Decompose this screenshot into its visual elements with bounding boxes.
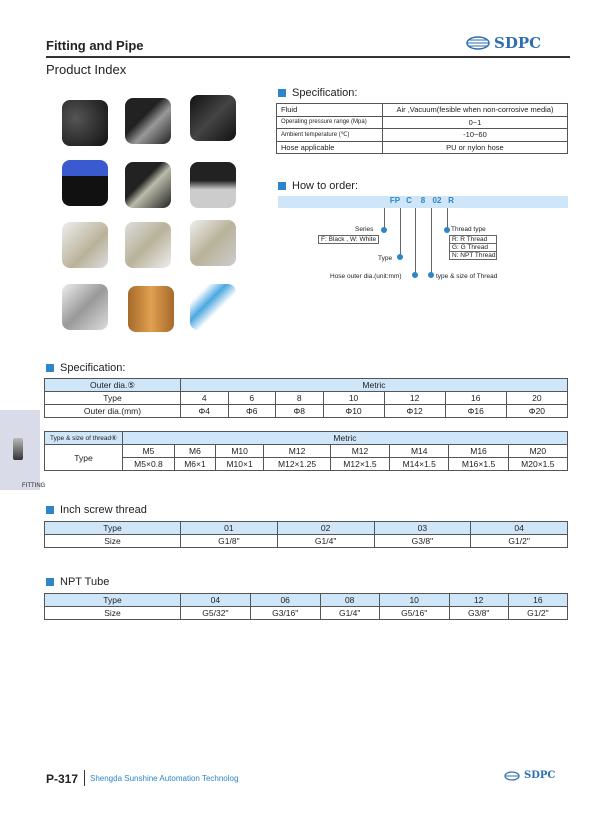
table-cell: G1/2" [508, 607, 567, 620]
table-cell: M5 [123, 445, 175, 458]
bullet-square-icon [278, 89, 286, 97]
table-cell: 10 [379, 594, 449, 607]
table-row [45, 522, 568, 535]
code-part: 8 [420, 196, 426, 205]
thread-option: G: G Thread [450, 244, 496, 252]
table-cell: M14 [390, 445, 449, 458]
table-cell: 06 [250, 594, 320, 607]
order-heading-text: How to order: [292, 180, 359, 192]
table-row [45, 594, 568, 607]
table-row [277, 141, 568, 154]
footer-divider [84, 770, 85, 786]
table-cell: 16 [445, 392, 506, 405]
table-cell: G5/32" [181, 607, 251, 620]
dot-icon [428, 272, 434, 278]
section-title: Product Index [46, 62, 127, 77]
table-cell: Metric [181, 379, 568, 392]
table-cell: M20×1.5 [508, 458, 567, 471]
spec-table [276, 103, 568, 154]
code-part: C [406, 196, 412, 205]
table-cell: G5/16" [379, 607, 449, 620]
page-number: P-317 [46, 772, 79, 786]
table-cell: M12 [330, 445, 389, 458]
table-cell: 6 [228, 392, 276, 405]
table-cell: M10×1 [215, 458, 263, 471]
table-cell: Type [45, 594, 181, 607]
dot-icon [397, 254, 403, 260]
table-cell: M16 [449, 445, 508, 458]
table-cell: Φ8 [276, 405, 324, 418]
thread-option: N: NPT Thread [452, 252, 496, 259]
thread-size-label: type & size of Thread [436, 273, 498, 280]
table-cell: 03 [374, 522, 471, 535]
table-cell: M14×1.5 [390, 458, 449, 471]
table-cell: Φ20 [506, 405, 567, 418]
npt-table [44, 593, 568, 620]
product-image [125, 162, 171, 208]
series-label: Series [355, 226, 374, 233]
spec2-heading-text: Specification: [60, 362, 126, 374]
table-cell: Hose applicable [277, 141, 383, 154]
table-cell: M20 [508, 445, 567, 458]
page-title: Fitting and Pipe [46, 38, 144, 53]
series-options: F: Black , W: White [318, 235, 379, 244]
table-row [277, 129, 568, 142]
table-cell: Φ16 [445, 405, 506, 418]
table-cell: Operating pressure range (Mpa) [277, 116, 383, 129]
table-cell: 04 [471, 522, 568, 535]
dot-icon [381, 227, 387, 233]
dot-icon [444, 227, 450, 233]
table-cell: G1/2" [471, 535, 568, 548]
thread-options [449, 235, 497, 260]
side-tab [0, 410, 40, 490]
footer-logo [504, 770, 555, 781]
order-code-bar [278, 196, 568, 208]
npt-heading-text: NPT Tube [60, 576, 110, 588]
spec-heading-text: Specification: [292, 87, 358, 99]
table-cell: M6×1 [174, 458, 215, 471]
bullet-square-icon [278, 182, 286, 190]
table-row [45, 607, 568, 620]
table-cell: 08 [320, 594, 379, 607]
table-cell: Type [45, 392, 181, 405]
thread-table [44, 431, 568, 471]
table-cell: M10 [215, 445, 263, 458]
table-cell: 20 [506, 392, 567, 405]
inch-heading [46, 504, 147, 516]
brand-logo [466, 34, 541, 52]
table-row [277, 104, 568, 117]
table-row [45, 432, 568, 445]
table-cell: Type [45, 445, 123, 471]
table-cell: M6 [174, 445, 215, 458]
outer-dia-table [44, 378, 568, 418]
table-cell: G1/8" [181, 535, 278, 548]
brand-name: SDPC [524, 770, 556, 781]
side-label: FITTING [22, 483, 46, 489]
table-cell: M5×0.8 [123, 458, 175, 471]
product-image [62, 100, 108, 146]
table-cell: G3/8" [374, 535, 471, 548]
table-cell: 12 [449, 594, 508, 607]
fitting-icon [13, 438, 23, 460]
hose-label: Hose outer dia.(unit:mm) [330, 273, 402, 280]
table-cell: 16 [508, 594, 567, 607]
code-part: R [448, 196, 454, 205]
table-cell: G3/8" [449, 607, 508, 620]
table-row [45, 379, 568, 392]
table-cell: Air ,Vacuum(fesible when non-corrosive media) [382, 104, 567, 117]
table-row [45, 445, 568, 458]
table-cell: 8 [276, 392, 324, 405]
table-cell: 12 [384, 392, 445, 405]
product-image [190, 95, 236, 141]
globe-icon [504, 771, 520, 781]
product-image [190, 220, 236, 266]
table-cell: M12×1.5 [330, 458, 389, 471]
table-cell: Type [45, 522, 181, 535]
table-cell: Φ4 [181, 405, 229, 418]
table-cell: 10 [323, 392, 384, 405]
table-row [45, 392, 568, 405]
table-cell: Ambient temperature (℃) [277, 129, 383, 142]
table-cell: 4 [181, 392, 229, 405]
product-image [62, 160, 108, 206]
table-row [45, 405, 568, 418]
bullet-square-icon [46, 364, 54, 372]
table-cell: G1/4" [320, 607, 379, 620]
table-row [45, 458, 568, 471]
table-cell: 04 [181, 594, 251, 607]
table-cell: Size [45, 607, 181, 620]
spec-heading [278, 87, 357, 99]
table-cell: G1/4" [277, 535, 374, 548]
table-row [277, 116, 568, 129]
thread-type-label: Thread type [451, 226, 486, 233]
product-image [128, 286, 174, 332]
table-cell: 01 [181, 522, 278, 535]
table-cell: Size [45, 535, 181, 548]
bullet-square-icon [46, 506, 54, 514]
company-name: Shengda Sunshine Automation Technolog [90, 774, 239, 783]
table-cell: PU or nylon hose [382, 141, 567, 154]
table-cell: Outer dia.⑤ [45, 379, 181, 392]
inch-heading-text: Inch screw thread [60, 504, 147, 516]
brand-name: SDPC [494, 34, 542, 52]
table-cell: Metric [123, 432, 568, 445]
leader-line [400, 208, 401, 258]
inch-table [44, 521, 568, 548]
bullet-square-icon [46, 578, 54, 586]
dot-icon [412, 272, 418, 278]
product-image [62, 222, 108, 268]
order-heading [278, 180, 358, 192]
product-image [62, 284, 108, 330]
table-cell: M12 [264, 445, 331, 458]
table-cell: 02 [277, 522, 374, 535]
product-image [190, 284, 236, 330]
thread-option: R: R Thread [450, 236, 496, 244]
table-cell: Type & size of thread⑥ [45, 432, 123, 445]
code-part: FP [389, 196, 401, 205]
leader-line [431, 208, 432, 276]
product-image [125, 98, 171, 144]
product-image [190, 162, 236, 208]
npt-heading [46, 576, 109, 588]
table-cell: Φ10 [323, 405, 384, 418]
product-image [125, 222, 171, 268]
spec2-heading [46, 362, 125, 374]
table-cell: Φ12 [384, 405, 445, 418]
type-label: Type [378, 255, 393, 262]
globe-icon [466, 36, 490, 50]
table-cell: Fluid [277, 104, 383, 117]
table-row [45, 535, 568, 548]
leader-line [415, 208, 416, 276]
code-part: 02 [432, 196, 442, 205]
table-cell: -10~60 [382, 129, 567, 142]
table-cell: Φ6 [228, 405, 276, 418]
table-cell: G3/16" [250, 607, 320, 620]
table-cell: Outer dia.(mm) [45, 405, 181, 418]
table-cell: M12×1.25 [264, 458, 331, 471]
header-divider [46, 56, 570, 58]
table-cell: M16×1.5 [449, 458, 508, 471]
table-cell: 0~1 [382, 116, 567, 129]
